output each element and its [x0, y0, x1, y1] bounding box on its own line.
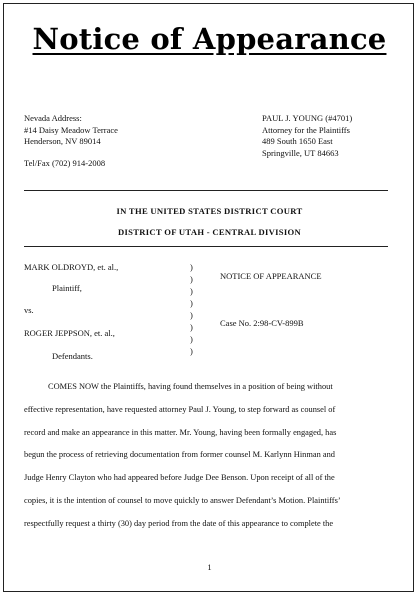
attorney-name: PAUL J. YOUNG (#4701) [262, 113, 353, 123]
caption-divider [24, 246, 388, 247]
page-number: 1 [207, 562, 212, 572]
plaintiff-name: MARK OLDROYD, et. al., [24, 262, 119, 272]
left-address-block [24, 113, 118, 169]
body-line: COMES NOW the Plaintiffs, having found themselves in a position of being without [48, 382, 333, 391]
tel-fax: Tel/Fax (702) 914-2008 [24, 157, 106, 168]
defendant-name: ROGER JEPPSON, et. al., [24, 328, 115, 338]
body-paragraph [24, 376, 390, 536]
body-line: begun the process of retrieving documentation from former counsel M. Karlynn Hinman and [24, 450, 335, 460]
plaintiff-role: Plaintiff, [52, 283, 82, 293]
body-line: record and make an appearance in this matter. Mr. Young, having been formally engaged, has [24, 427, 337, 437]
nevada-address-label: Nevada Address: [24, 113, 82, 123]
court-name: IN THE UNITED STATES DISTRICT COURT [116, 206, 303, 216]
body-line: Judge Henry Clayton who had appeared before Judge Dee Benson. Upon receipt of all of the [24, 473, 335, 483]
attorney-role: Attorney for the Plaintiffs [262, 124, 350, 135]
header-divider [24, 190, 388, 191]
notice-title: NOTICE OF APPEARANCE [220, 271, 322, 281]
versus: vs. [24, 305, 34, 315]
body-line: effective representation, have requested attorney Paul J. Young, to step forward as counsel of [24, 404, 336, 414]
street-address: #14 Daisy Meadow Terrace [24, 124, 118, 135]
document-banner-title: Notice of Appearance [32, 22, 387, 56]
case-number: Case No. 2:98-CV-899B [220, 318, 304, 328]
body-line: respectfully request a thirty (30) day period from the date of this appearance to complete the [24, 518, 334, 528]
attorney-street: 489 South 1650 East [262, 136, 333, 146]
attorney-address-block [262, 113, 352, 159]
caption-parentheses: ) ) ) ) ) ) ) ) [190, 262, 193, 356]
court-division: DISTRICT OF UTAH - CENTRAL DIVISION [118, 227, 301, 237]
body-line: copies, it is the intention of counsel to move quickly to answer Defendant’s Motion. Plaintiffs’ [24, 495, 341, 505]
attorney-city-state-zip: Springville, UT 84663 [262, 147, 339, 158]
defendant-role: Defendants. [52, 351, 93, 361]
city-state-zip: Henderson, NV 89014 [24, 136, 101, 146]
